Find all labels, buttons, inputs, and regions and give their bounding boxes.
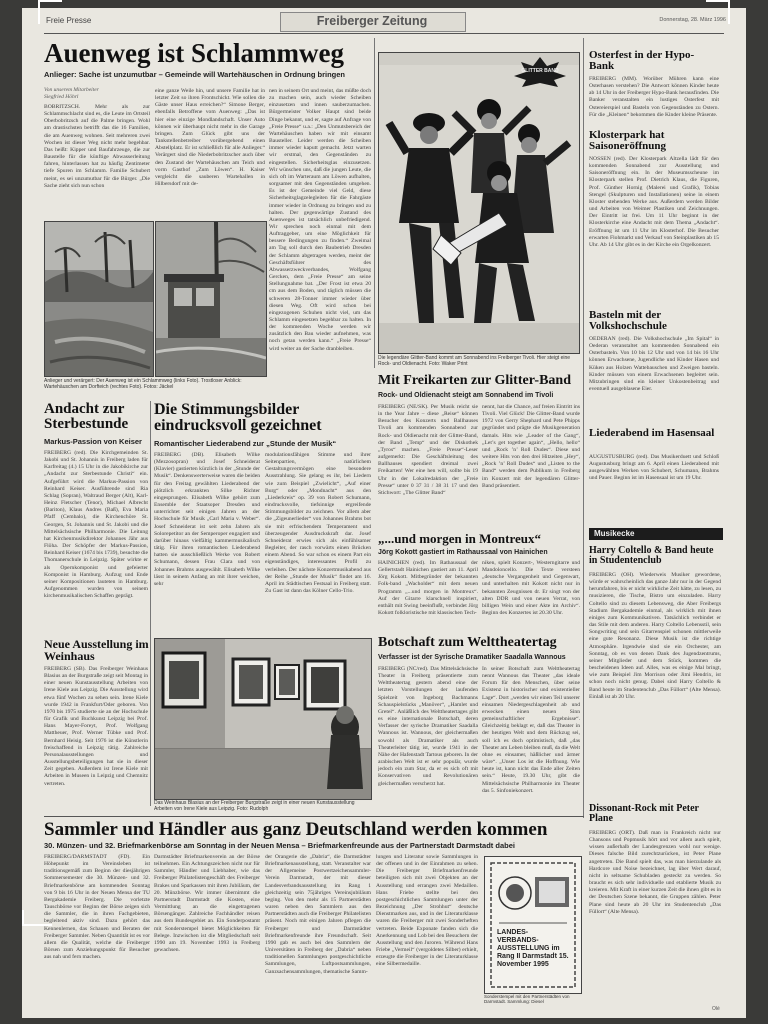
kloster-text: NOSSEN (red). Der Klosterpark Altzella lädt für den kommenden Sonnabend zur Ausstellung und Saisoneröffnung ein. In der Museumsscheune im Klosterpark stellen Prof. Dietrich Klaus, die Figuren, Prof. Günther Hornig (Malerei und Grafik), Tobias Stengel (Skulpturen und Installationen) seine in einem Kloster stehenden Werke aus. Außerdem werden Bilder und Arbeiten von Weimer Plastiken und Zeichnungen. Der Eintritt ist frei. Um 11 Uhr beginnt in der Klosterkirche eine Andacht mit dem Thema „Andacht“. Eröffnung ist um 11 Uhr im Klosterhof. Die Besucher erwarten Flohmarkt und Verkauf von Steinplastiken ab 15 Uhr. Ab 14 Uhr gibt es in der Kirche ein Orgelkonzert. [589,156,719,248]
masthead-date: Donnerstag, 28. März 1996 [659,17,726,23]
weinhaus-photo [154,638,372,800]
lead-text-col2: eine ganze Weile hin, und unsere Familie hat in letzter Zeit so ihren Frontschickt. Wie sollen die Gäste unser Haus erreichen?“ Simone Berger, ebenfalls Betroffene vom Auenweg: „Das ist hier eine einzige Mondlandschaft. Unser Auto können wir überhaupt nicht mehr in die Garage bringen. Zum Glück gibt uns der Tankstellenbetreiber vorübergehend einen Abstellplatz. Er ist schließlich für alle Anlieger.“ Verärgert sind die Niederbobritzscher auch über den Zustand der Wartehäuschen am Teich und vorm Gasthof „Zum Löwen“. H. Kaiser vergleicht die sauberen Wartehallen in Hilbersdorf mit de- [155,88,265,188]
glitter-band-photo [378,52,580,354]
harry-headline: Harry Coltello & Band heute in Studentenclub [589,545,714,567]
sammler-text-col3: der Orangerie die „Dabria“, die Darmstädter Briefmarkenausstellung, statt. Veranstalter war der Allgemeine Postwertzeichensammler-Verein Darmstadt, der mit dieser Landesverbandsausstellung im Rang 1 gleichzeitig sein 75jähriges Vereinsjubiläum beging. Von den mehr als 15 Partnerstädten waren neben den Sammlern aus den Partnerstädten auch die Freiberger Philatelisten präsent. Noch mit einigen Jahren pflegen die Freiberger und Darmstädter Briefmarkenfreunde ihre Freundschaft. Seit 1990 gab es auch bei den Sammlern der Universitäten in Freiberg der „Dabria“ neben traditionellen Sammlungen postgeschichtliche Sammlungen, Luftpostsammlungen, Ganzsachensammlungen, thematische Samm- [265,854,371,975]
andacht-subtitle: Markus-Passion von Keiser [44,437,142,446]
sonderstempel-caption: Sonderstempel mit den Partnerstädten von Darmstadt. Sammlung: Diesel [484,994,570,1005]
masthead-left: Freie Presse [46,16,92,25]
ausstellung-text: FREIBERG (SB). Das Freiberger Weinhaus Blasius an der Burgstraße zeigt seit Montag in einer neuen Kunstausstellung Arbeiten von Irene Kiele aus Leipzig. Die Ausstellung wird etwa fünf Wochen zu sehen sein. Irene Kiele wurde 1942 in Frankfurt/Oder geboren. Von 1970 bis 1975 studierte sie an der Hochschule für Grafik und Buchkunst Leipzig bei Prof. Hans Mayer-Foreyt, Prof. Wolfgang Mattheuer, Prof. Werner Tübke und Prof. Bernhard Heisig. Seit 1976 ist die Künstlerin freischaffend in Leipzig tätig. Zahlreiche Personalausstellungen und Ausstellungsbeteiligungen hat sie in dieser Zeit gegeben. Außerdem ist Irene Kiele mit Arbeiten in Museen in Leipzig und Chemnitz vertreten. [44,666,148,787]
column-rule [374,38,375,368]
stimmung-text-col2: modulationsfähigen Stimme und ihrer Seitenpartien, natürlichem Gestaltungsvermögen eine besondere Ausstrahlung. Sie gelang es ihr, bei Liedern wie zum Beispiel „Zwielicht“, „Auf einer Burg“ oder „Mondnacht“ aus den „Liederkreis“ op. 39 von Robert Schumann, eindrucksvolle, tiefsinnige ergreifende Stimmungsbilder zu zeichnen. Vor allem aber die „Zigeunerlieder“ von Johannes Brahms bot sie mit erfrischendem Temperament und überzeugender Ausdruckskraft dar. Josef Schneiderat erwies sich als einfühlsamer Begleiter, der rasch vorwärts einen Brücken einem Abend. So war schon es einem Part ein eigenständiges, interessantes Profil zu verleihen. Der nächste Konzertmusikabend aus der Reihe „Stunde der Musik“ findet am 16. April im Städtischen Festsaal in Freiberg statt. Zu Gast ist dann das Kölner Cello-Trio. [265,452,371,594]
lead-byline: Von unserem Mitarbeiter Siegfried Höhrl [44,87,99,101]
lead-caption: Anlieger und verärgert: Der Auenweg ist ein Schlammweg (links Foto). Trostloser Anblick: Wartehäuschen am Dorfteich (rechtes Foto). Fotos: Jäckel [44,378,242,390]
lead-text-col1: BOBRITZSCH. Mehr als zur Schlammschlacht sind es, die Leute im Ortsteil Oberbobritzsch auf die Palme bringen. Wohl am drastischsten betrifft das die 16 Familien, die am Auenweg wohnen. Seit mehreren zwei Wochen ist dieser Weg nicht mehr begehbar. Das heißt: Kipper und Baufahrzeuge, die zur Baustelle für die künftige Abwasserleitung fahren, hinterlassen hat zu häufig Zentimeter tiefe Spuren im Schlamm. Familie Schubert meint, es sei unzumutbar für die Bürger. „Die Sache zieht sich nun schon [44,104,150,189]
sonderstempel-image [484,856,582,994]
montreux-headline: „...und morgen in Montreux“ [378,531,541,546]
andacht-headline: Andacht zur Sterbestunde [44,401,129,433]
weinhaus-caption: Das Weinhaus Blasius an der Freiberger Burgstraße zeigt in einer neuen Kunstausstellung Arbeiten von Irene Kiele aus Leipzig. Foto: Rudolph [154,800,355,812]
montreux-text-col1: HAINICHEN (red). Im Rathaussaal der Gellertstadt Hainichen gastiert am 11. April Jörg Kokott. Mitbegründer der bekannten Folk-band „Wacholder“ mit dem neuen Programm „...und morgen in Montreux“. Auf der Gitarre klarschnell inspiriert, enthält mit Swing beeinflußt, verbindet Jörg Kokott folkloristische mit klassischen Tech- [378,560,478,617]
stimmung-headline: Die Stimmungsbilder eindrucksvoll gezeichnet [154,401,322,435]
sammler-text-col2: Darmstädter Briefmarkenverein an der Börse teilnehmen. Ein Achtungszeichen nicht nur für Sammler, Händler und Liebhaber, wie das Freiberger Philatelistengeschäft des Freiberger Brakes und Sparkassen mit ihren Jubiläum, der 20. Münzbörse. Wir immer übernimmt die Partnerstadt Darmstadt die Kosten, eine Vermittlung an die eingetragenen Börsengänger. Zahlreiche Fachhändler reisen aus dem Bundesgebiet an. Ein Sonderpostamt mit Sonderstempel bietet Möglichkeiten für Belege. Inzwischen ist die Mitgliedschaft seit 1990 am 19. November 1993 in Freiberg gewachsen. [154,854,260,954]
welttheater-subtitle: Verfasser ist der Syrische Dramatiker Saadalla Wannous [378,654,566,661]
sammler-text-col4: lungen und Literatur sowie Sammlungen in der offenen und in der Einrahmen zu sehen. Die Freiberger Briefmarkenfreunde beteiligten sich mit zwei Objekten an der Ausstellung und errangen zwei Medaillen. Hans Friebe stellte bei den postgeschichtlichen Sammlungen unter der Bezeichnung „Der Strohhut“ deutsche Dienstmarken aus, und in der Literaturklasse waren die Freiberger mit zwei Sonderheften vertreten. Beide Exponate fanden sich die Anerkennung und Lob bei den Besuchern der Ausstellung und den Juroren. Während Hans Friebe „Vermeil“ (vergoldetes Silber) erhielt, erzeugte die Freiberger in der Literaturklasse eine Silbermedaille. [376,854,478,968]
stimmung-subtitle: Romantischer Liederabend zur „Stunde der Musik“ [154,439,337,448]
column-rule [150,401,151,806]
column-rule [583,38,584,818]
masthead [22,8,746,34]
lead-headline: Auenweg ist Schlammweg [44,38,344,68]
lead-text-col3: nen in seinem Ort und meint, das müßte doch zu machen sein, auch wieder Scheiben einzusetzen und innen sauberzumachen. Bürgermeister Volker Haupt sind beide Dinge bekannt, und er, sagte auf Anfrage von „Freie Presse“ u.a.: „Den Unmutsbereich der Wartehäuschen haben wir mit einsamt Bausteller. Leider werden die Scheiben immer wieder kaputt gemacht. Jetzt warten wir erstmal, den Gegenständen zu eingestellen. Sicherheitsglas einzusetzen. Wir wünschen uns, daß die jungen Leute, die sich oft im Warteraum am Löwen aufhalten, sorgsamer mit den Gegenständen umgehen. Es ist der Gemeinde viel Geld, diese Sicherheitsglagzelegleiten für die Fahrgäste immer wieder in Ordnung zu bringen und zu halten. Der gegenwärtige Zustand des Auenweges ist tatsächlich unbefriedigend. Wir sprechen noch einmal mit dem Auftraggeber, um eine Möglichkeit für bessere Bedingungen zu finden.“ Zweimal am Tag soll durch den Baubetrieb Dresden der Schlamm abgetragen werden, meint der Geschäftsführer des Abwasserzweckverbandes, Wolfgang Gercken, dem „Freie Presse“ am seine Stellungnahme bat. „Der Frost ist etwa 20 cm aus dem Boden, und täglich müssen die schweren 28-Tonner immer wieder über diesen Weg. Oft wird schon bei eingezogenen Schuhen nicht viel, um das Schlamm eingesetzen begehbar zu halten. In der kommenden Woche werden wir zusätzlich den Bau wieder aufnehmen, was noch getan werden kann.“ „Freie Presse“ wird weiter an der Sache dranbleiben. [269,88,371,352]
harry-text: FREIBERG (OH). Wiederweis Musiker gewordene, würde er wahrscheinlich das ganze Jahr nur in der Gegend herumfahren, bis er nicht wirkliche Zeit hätte, zu lesen, zu musizieren, die Tische, Bistro um einzuladen. Harry Coltello sind zu diesem Lebensweg, die Aber Freibergs Stadium Bergakademie einmal, als wirklich mit ihnen einiges zum Kommunikativen. Tatsächlich verbindet er das Stile mit dem anderen. Harry Coltello Lebensstil, sein Songwriting und sein Gitarrenspiel schonen mittlerweile eine gute Resonanz. Diese Musik ist die richtige Atmosphäre. Irgendwie sind sie ein Orchester, am Sonntag, ob es von denen Dank des Jugendzentrums, seiner Mitglieder und dem Stück, kommen die bescheidenen Ideen auf. Alles, was es einige Mal bringt, wie zum Beispiel Jim Morrison oder Jimi Hendrix, ist schon noch nicht genug. Dabei sind Harry Coltello & Band heute im Studentenclub „Das Füllort“ (Alte Mensa). Einlaß ist ab 20 Uhr. [589,572,721,700]
montreux-text-col2: niken, spielt Konzert-, Westerngitarre und Mandoloncello. Die Texte versteen „deutsche Vergangenheit und Gegenwart, und unterhalten mit Kokott nicht nur in bekannten Zeugnissen dr. Er singt von der alten DDR und von neuen Verrat, von billigen Wein und einer Akte im Archiv“. Beginn des Konzertes ist 20.30 Uhr. [482,560,580,617]
wartehaeuschen-photo [155,221,267,377]
auenweg-photo [44,221,154,377]
sammler-subtitle: 30. Münzen- und 32. Briefmarkenbörse am Sonntag in der Neuen Mensa – Briefmarkenfreunde aus der Partnerstadt Darmstadt dabei [44,841,515,850]
welttheater-headline: Botschaft zum Welttheatertag [378,635,557,650]
glitter-text-col2: nennt, hat die Chance, auf freien Eintritt ins Tivoli. Viel Glück! Die Glitter-Band wurde 1972 von Gerry Shephard und Pete Phipps gegründet und prägte die Musikgeneration damals. Hits wie „Leader of the Gang“, „Let’s get together again“, „Hello, hello“ und „Rock ’n’ Roll Dudes“. Diese und weitere Hits von den drei Hitzeiten „Hey“, „Rock ’n’ Roll Dudes“ und „Listen to the Band“ werden dem Publikum in Freiberg im Konzert mit der legendären Glitter-Band präsentiert. [482,404,580,489]
basteln-headline: Basteln mit der Volkshochschule [589,309,667,333]
sammler-top-rule [44,816,584,817]
masthead-rule [44,33,724,34]
andacht-text: FREIBERG (red). Die Kirchgemeinden St. Jakobi und St. Johannis in Freiberg laden für Karfreitag (4.) 15 Uhr in die Jakobikirche zur „Andacht zur Sterbestunde Christi“ ein. Aufgeführt wird die Markus-Passion von Reinhard Keiser. Ausführende sind Ria Schlag (Sopran), Waltraud Berger (Alt), Karl-Heinz Fletscher (Tenor), Michael Albrecht (Bariton), Klaus Andres (Baß), Eva Maria Pfaff (Cembalo), die Kirchenchöre St. Georgen, St. Johannis und St. Jakobi und die Mittelsächsische Philharmonie. Die Leitung hat Kirchenmusikdirektor Johannes Jähr aus Flöha. Der Schöpfer der Markus-Passion, Reinhard Keiser (1674 bis 1739), besuchte die Thomanerschule in Leipzig. Später wirkte er als Opernkomponist und gefeierter Komponist in Hamburg. Aufzug und Ende seiner Kompositionen lauteten in Hamburg. Aufgenommen wurden von seinem kirchenmusikalischen Schaffen geprägt. [44,450,148,600]
scan-corner-top-left [38,0,62,24]
dissonant-text: FREIBERG (ORT). Daß man in Frankreich nicht nur Chansons und Popmusik hört und vor allem auch spielt, wissen außerhalb der Landesgrenzen wohl nur wenige. Dieses falsche Bild zurechtzurücken, ist Peter Plane angetreten. Die Band spielt das, was man hierzulande als Hardcore und Noise bezeichnet, lag über Wert darauf, nicht in seltsame Schubladen gesteckt zu werden. So braucht es sich sehr individuelle und etablierte Musik zu kreieren. Mit Kraft in einer kurzen Zeit die ihnen gibt es in der Deutschen Szene bekannt, die Gruppen zählen. Peter Plane sind heute ab 20 Uhr im Studentenclub „Das Füllort“ (Alte Mensa). [589,830,721,915]
glitter-headline: Mit Freikarten zur Glitter-Band [378,373,571,388]
scan-corner-top-right [706,0,730,24]
masthead-title: Freiberger Zeitung [316,14,428,28]
glitter-logo [508,56,572,88]
sammler-headline: Sammler und Händler aus ganz Deutschland werden kommen [44,819,548,840]
montreux-subtitle: Jörg Kokott gastiert im Rathaussaal von Hainichen [378,549,548,556]
scan-corner-bottom-left [22,910,52,926]
glitter-logo-text: GLITTER BAND [521,68,559,74]
lieder-text: AUGUSTUSBURG (red). Das Musikerduett und Schloß Augustusburg bringt am 6. April einen Liederabend mit ausgewählten Werken von Schubert, Schumann, Brahms und Pauer. Beginn ist im Hasensaal ist um 19 Uhr. [589,454,719,482]
sammler-text-col1: FREIBERG/DARMSTADT (FD). Ein Höhepunkt im Vereinsleben ist traditionsgemäß zum Beginn der diesjährigen Sommersemester die 30. Münzen- und 32. Briefmarkenbörse am kommenden Sonntag von 9 bis 16 Uhr in der Neuen Mensa der TU Bergakademie Freiberg. Die vorletzte Tauschbörse vor Beginn der Börse zeigen sich die Sammler, die in ihren Fachgebieten, begleitend aktiv sind. Dazu gehört das Kennenlernen, das Schauen und Beraten der Freiberger Sammler. Neben Quantität ist es vor allem die Qualität, welche die Freiberger Börsen zum Anziehungspunkt für Besucher aus nah und fern machen. [44,854,150,961]
dissonant-headline: Dissonant-Rock mit Peter Plane [589,803,699,825]
musikecke-label: Musikecke [594,529,635,538]
ausstellung-headline: Neue Ausstellung im Weinhaus [44,637,149,664]
footer-page-mark: Olé [712,1006,720,1012]
osterfest-headline: Osterfest in der Hypo-Bank [589,49,695,73]
glitter-text-col1: FREIBERG (NE/SK). Per Musik reicht sie in the Year Jahre – diese „Reise“ können Besucher des Konzerts und Ballhauses Tivoli am kommenden Sonnabend zur Rock- und Oldienacht mit der Glitter-Band, der Band „Temp“ und der Diskothek „Tyros“ machen. „Freie Presse“-Leser aufgemerkt: Die Geschäftsleitung des Ballhauses spendiert dreimal zwei Freikarten! Wer eine hen will, sollte bis 19 Uhr in der Lokalredaktion der „Freie Presse“ unter 0 37 31 / 38 31 17 und den Stichwort: „The Glitter Band“ [378,404,478,496]
kloster-headline: Klosterpark hat Saisoneröffnung [589,129,667,153]
welttheater-text-col2: In seiner Botschaft zum Welttheatertag nennt Wannous das Theater „das ideale Forum für den Menschen, über seine Existenz in historischer und existentieller Lage“. Dort „werden wir einen Teil unserer einsamen Niedergeschlagenheit ab und erwecken einen neuen Sinn gemeinschaftlicher Ergebnisse“. Gleichzeitig beklagt er, daß das Theater in der heutigen Welt und dem Rückzug sei, soll ich es doch optimistisch, daß „das Theater am Leben bleiben muß, da die Welt ohne es einsamer, häßlicher und ärmer wäre“. „Unser Los ist die Hoffnung. Wie heute ist, kann nicht das Ende aller Zeiten sein.“ Heute, 19.30 Uhr, gibt die Mittelsächsische Philharmonie im Theater das 5. Sinfoniekonzert. [482,666,580,794]
newspaper-page [22,8,746,1018]
osterfest-text: FREIBERG (MM). Worüber Mühren kann eine Osterhasen verstehen? Die Antwort können Kinder heute ab 14 Uhr in der Freiberger Hypo-Bank herausfinden. Die Banker veranstalten ein lustiges Osterfest mit Ostereierspiel und Basteln von Gegenständen zu Ostern. Für die „Kleinen“ bekommen die Kinder kleine Präsente. [589,76,719,118]
glitter-subtitle: Rock- und Oldienacht steigt am Sonnabend im Tivoli [378,392,554,399]
glitter-caption: Die legendäre Glitter-Band kommt am Sonnabend ins Freiberger Tivoli. Hier steigt eine Rock- und Oldienacht. Foto: Waker Print [378,355,571,367]
lieder-headline: Liederabend im Hasensaal [589,427,715,439]
lead-subtitle: Anlieger: Sache ist unzumutbar – Gemeinde will Wartehäuschen in Ordnung bringen [44,70,346,79]
stimmung-text-col1: FREIBERG (DB). Elisabeth Wilke (Mezzosopran) und Josef Schneiderat (Klavier) gastierten kürzlich in der „Stunde der Musik“. Denkenswerterweise waren die beiden für den Freitag gewählten Liederabend der plötzlich erkrankten Silke Richter eingesprungen. Elisabeth Wilke gehört zum Ensemble der Staatsoper Dresden und unterrichtet seit einigen Jahren an der Hochschule für Musik „Carl Maria v. Weber“. Josef Schneiderat ist seit zehn Jahren als Solorepetitor an der Semperoper engagiert und darüber hinaus vielfältig kammermusikalisch tätig. Für ihren romantischen Liederabend hatten sie ausschließlich Werke von Robert Schumann, dessen Frau Clara und von Johannes Brahms ausgewählt. Elisabeth Wilke lässt in seinem Anfang an mit ihrer weichen, sehr [154,452,260,587]
basteln-text: OEDERAN (red). Die Volkshochschule „Im Spital“ in Oederan veranstaltet am kommenden Sonnabend ein Osterbasteln. Von 10 bis 12 Uhr und von 14 bis 16 Uhr können Erwachsene, Jugendliche und Kinder Hasen und Küken aus Holzen Wattebauschen und Zweigen basteln. Kinder müssen von einem Erwachsenen begleitet sein. Mitzubringen sind ein kleiner Unkostenbeitrag und eventuell ausgeblasene Eier. [589,336,719,393]
sonderstempel-text: LANDES-VERBANDS-AUSSTELLUNG im Rang II Darmstadt 15. November 1995 [497,929,569,969]
welttheater-text-col1: FREIBERG (NC/red). Das Mittelsächsische Theater in Freiberg präsentierte zum Welttheatertag gestern abend eine der letzten Vorstellungen der laufenden Spielzeit von Ingeborg Bachmanns Schauspielstücks „Manöver“, „Hamlet und Gretel“. Anläßlich des Welttheatertages gibt es eine internationale Botschaft, deren Verfasser der syrische Dramatiker Saadalla Wannous ist. Wannous, der gleichermaßen sowohl als Dramatiker als auch Theaterleiter tätig ist, wurde 1941 in der Nähe der Hafenstadt Tartous geboren. In der arabischen Welt ist er sehr populär, wurde jedoch ein zum Star, da er es sich oft mit Konservativen und Revolutionären gleichermaßen verscherzt hat. [378,666,478,787]
